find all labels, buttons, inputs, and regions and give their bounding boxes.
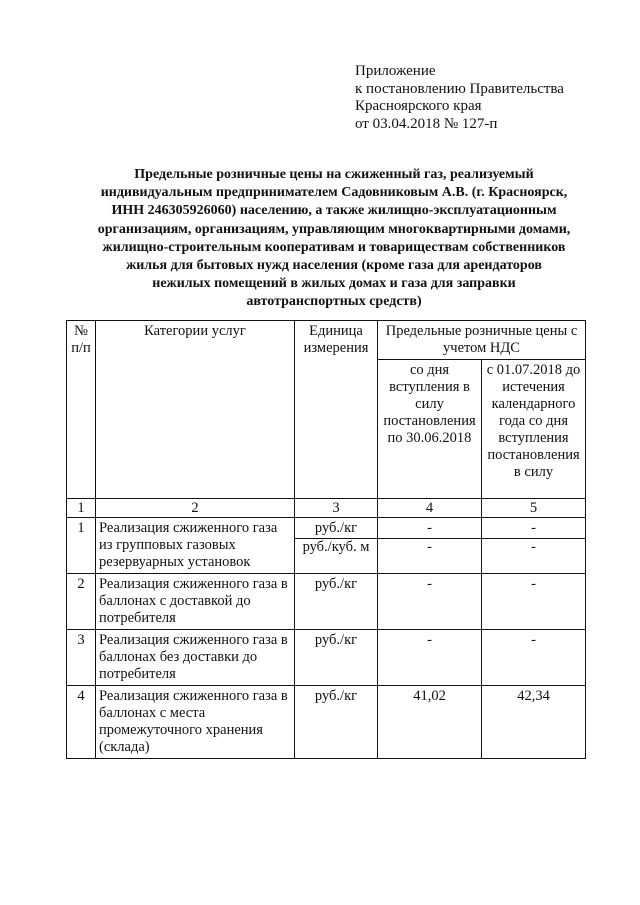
column-number: 5 bbox=[482, 499, 586, 518]
row-price-1: - bbox=[378, 574, 482, 630]
header-category: Категории услуг bbox=[96, 321, 295, 499]
title-line: жилищно-строительным кооперативам и товариществам собственников bbox=[102, 239, 566, 255]
title-line: автотранспортных средств) bbox=[246, 294, 422, 310]
row-unit: руб./кг bbox=[295, 574, 378, 630]
price-value: - bbox=[378, 538, 481, 557]
column-number: 4 bbox=[378, 499, 482, 518]
row-price-1 bbox=[378, 518, 482, 574]
header-period-2: с 01.07.2018 до истечения календарного года со дня вступления постановления в силу bbox=[482, 360, 586, 499]
document-title bbox=[66, 166, 602, 312]
price-value: - bbox=[482, 538, 585, 557]
row-price-1: 41,02 bbox=[378, 686, 482, 759]
title-line: нежилых помещений в жилых домах и газа для заправки bbox=[152, 276, 516, 292]
row-num: 3 bbox=[67, 630, 96, 686]
table-row bbox=[67, 574, 586, 630]
price-table bbox=[66, 320, 586, 759]
appendix-line: Красноярского края bbox=[355, 98, 482, 114]
header-row bbox=[67, 321, 586, 360]
row-category: Реализация сжиженного газа в баллонах без доставки до потребителя bbox=[96, 630, 295, 686]
header-price: Предельные розничные цены с учетом НДС bbox=[378, 321, 586, 360]
table-row bbox=[67, 518, 586, 574]
table-row bbox=[67, 630, 586, 686]
price-value: - bbox=[531, 520, 536, 536]
row-num: 4 bbox=[67, 686, 96, 759]
row-category: Реализация сжиженного газа в баллонах с места промежуточного хранения (склада) bbox=[96, 686, 295, 759]
row-unit: руб./кг bbox=[295, 686, 378, 759]
title-line: ИНН 246305926060) населению, а также жилищно-эксплуатационным bbox=[111, 203, 557, 219]
title-line: Предельные розничные цены на сжиженный газ, реализуемый bbox=[134, 167, 534, 182]
row-category: Реализация сжиженного газа в баллонах с доставкой до потребителя bbox=[96, 574, 295, 630]
row-unit bbox=[295, 518, 378, 574]
header-num: № п/п bbox=[67, 321, 96, 499]
row-price-2: - bbox=[482, 574, 586, 630]
row-unit: руб./кг bbox=[295, 630, 378, 686]
appendix-header bbox=[355, 63, 564, 133]
price-value: - bbox=[427, 520, 432, 536]
unit-value: руб./кг bbox=[314, 520, 358, 536]
unit-value: руб./куб. м bbox=[295, 538, 377, 557]
column-number: 3 bbox=[295, 499, 378, 518]
row-num: 1 bbox=[67, 518, 96, 574]
row-category: Реализация сжиженного газа из групповых газовых резервуарных установок bbox=[96, 518, 295, 574]
header-period-1: со дня вступления в силу постановления по 30.06.2018 bbox=[378, 360, 482, 499]
title-line: организациям, организациям, управляющим многоквартирными домами, bbox=[97, 221, 571, 237]
header-unit: Единица измерения bbox=[295, 321, 378, 499]
title-line: индивидуальным предпринимателем Садовниковым А.В. (г. Красноярск, bbox=[100, 185, 568, 201]
column-number-row bbox=[67, 499, 586, 518]
appendix-line: от 03.04.2018 № 127-п bbox=[355, 115, 498, 132]
column-number: 2 bbox=[96, 499, 295, 518]
column-number: 1 bbox=[67, 499, 96, 518]
row-price-2: - bbox=[482, 630, 586, 686]
title-line: жилья для бытовых нужд населения (кроме газа для арендаторов bbox=[126, 258, 542, 274]
row-price-2: 42,34 bbox=[482, 686, 586, 759]
appendix-line: Приложение bbox=[355, 63, 436, 79]
table-row bbox=[67, 686, 586, 759]
row-price-2 bbox=[482, 518, 586, 574]
row-price-1: - bbox=[378, 630, 482, 686]
row-num: 2 bbox=[67, 574, 96, 630]
appendix-line: к постановлению Правительства bbox=[355, 80, 564, 97]
